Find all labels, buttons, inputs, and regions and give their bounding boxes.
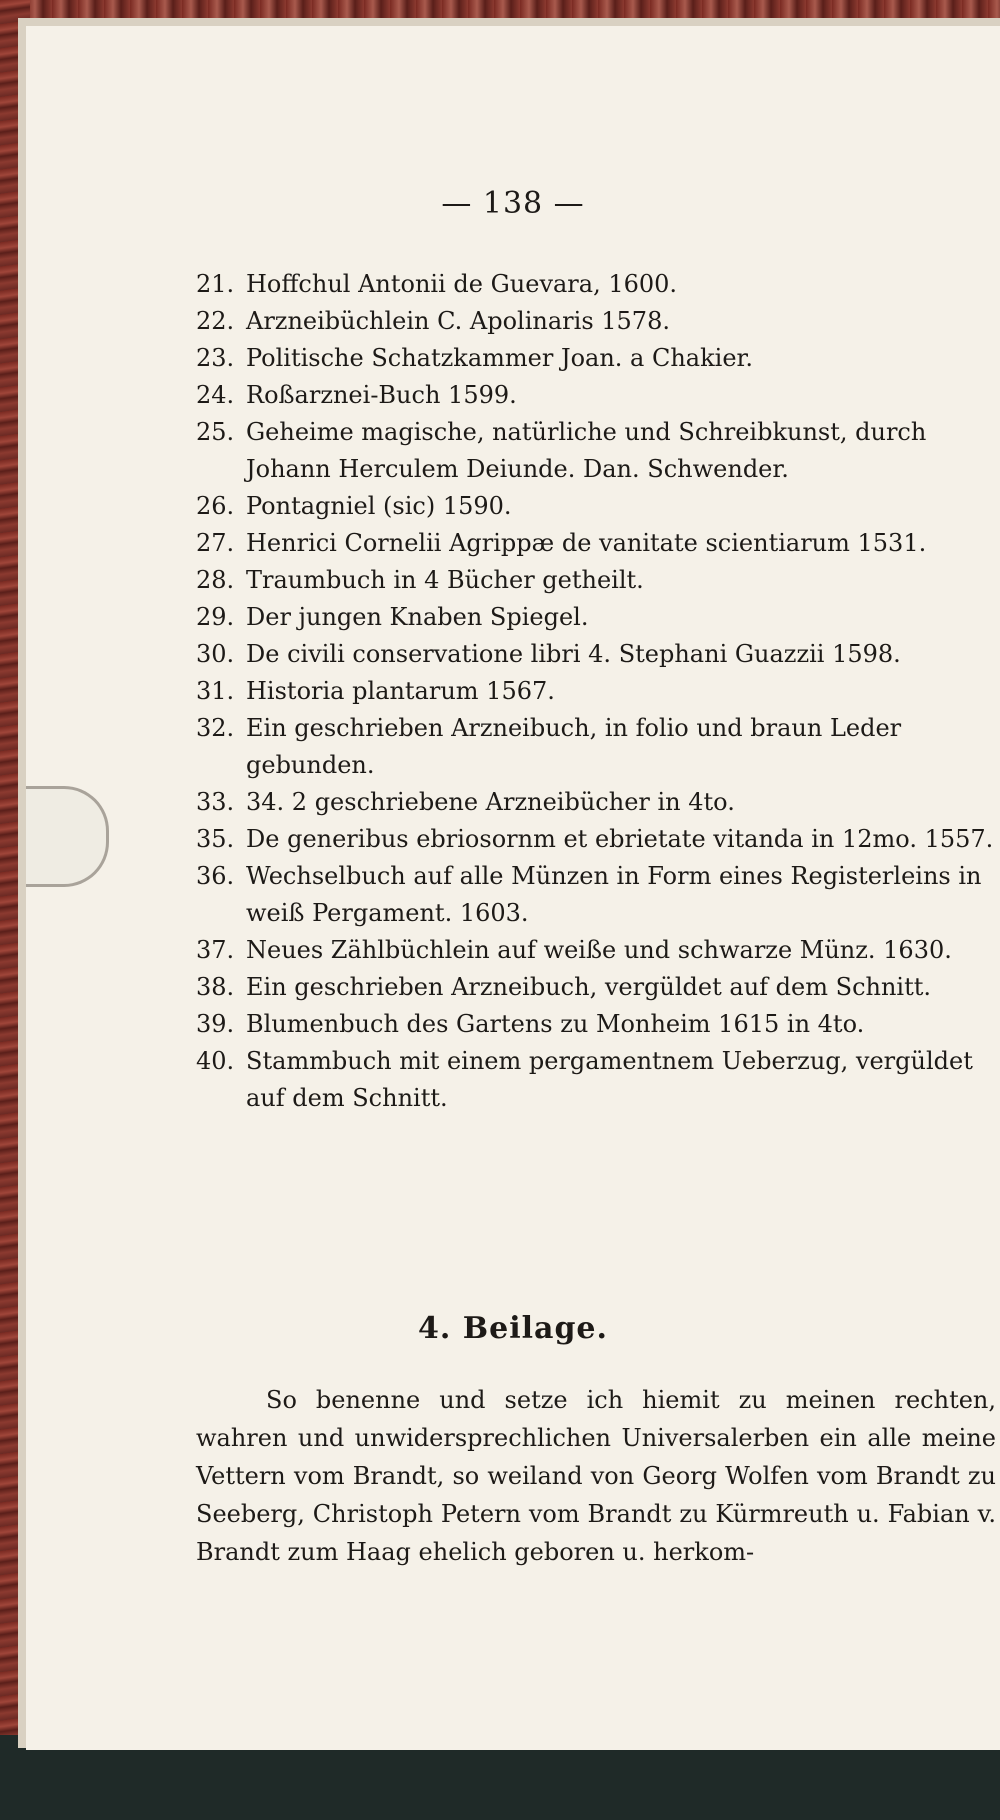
entry-text: Historia plantarum 1567. xyxy=(246,677,555,705)
entry-number: 40. xyxy=(196,1047,235,1075)
bookmark-clip xyxy=(26,786,109,887)
entry-text: Pontagniel (sic) 1590. xyxy=(246,492,512,520)
entry-number: 33. xyxy=(196,788,235,816)
entry-number: 32. xyxy=(196,714,235,742)
list-item xyxy=(196,858,996,932)
list-item xyxy=(196,969,996,1006)
list-item xyxy=(196,303,996,340)
list-item xyxy=(196,784,996,821)
entry-number: 25. xyxy=(196,418,235,446)
entry-text: Ein geschrieben Arzneibuch, vergüldet auf dem Schnitt. xyxy=(246,973,932,1001)
list-item xyxy=(196,340,996,377)
entry-number: 23. xyxy=(196,344,235,372)
entry-text: Politische Schatzkammer Joan. a Chakier. xyxy=(246,344,753,372)
list-item xyxy=(196,1006,996,1043)
entry-number: 22. xyxy=(196,307,235,335)
list-item xyxy=(196,488,996,525)
entry-number: 21. xyxy=(196,270,235,298)
entry-text: Henrici Cornelii Agrippæ de vanitate scientiarum 1531. xyxy=(246,529,927,557)
entry-text: Neues Zählbüchlein auf weiße und schwarze Münz. 1630. xyxy=(246,936,952,964)
page-number: — 138 — xyxy=(441,186,585,221)
entry-number: 29. xyxy=(196,603,235,631)
list-item xyxy=(196,932,996,969)
body-paragraph: So benenne und setze ich hiemit zu meinen rechten, wahren und unwidersprechlichen Universalerben ein alle meine Vettern vom Brandt, so weiland von Georg Wolfen vom Brandt zu Seeberg, Christoph Petern vom Brandt zu Kürmreuth u. Fabian v. Brandt zum Haag ehelich geboren u. herkom- xyxy=(196,1386,996,1566)
section-heading: 4. Beilage. xyxy=(418,1311,608,1346)
entry-text: De generibus ebriosornm et ebrietate vitanda in 12mo. 1557. xyxy=(246,825,994,853)
list-item xyxy=(196,1043,996,1117)
entry-list xyxy=(196,266,996,1117)
entry-text: Traumbuch in 4 Bücher getheilt. xyxy=(246,566,644,594)
entry-text: Der jungen Knaben Spiegel. xyxy=(246,603,589,631)
list-item xyxy=(196,414,996,488)
entry-number: 26. xyxy=(196,492,235,520)
entry-text: Ein geschrieben Arzneibuch, in folio und braun Leder gebunden. xyxy=(246,714,902,779)
entry-text: 34. 2 geschriebene Arzneibücher in 4to. xyxy=(246,788,735,816)
list-item xyxy=(196,599,996,636)
list-item xyxy=(196,673,996,710)
entry-number: 24. xyxy=(196,381,235,409)
entry-text: Blumenbuch des Gartens zu Monheim 1615 in 4to. xyxy=(246,1010,865,1038)
entry-text: Wechselbuch auf alle Münzen in Form eines Registerleins in weiß Pergament. 1603. xyxy=(246,862,982,927)
entry-number: 38. xyxy=(196,973,235,1001)
entry-number: 31. xyxy=(196,677,235,705)
list-item xyxy=(196,710,996,784)
list-item xyxy=(196,562,996,599)
list-item xyxy=(196,636,996,673)
entry-text: Hoffchul Antonii de Guevara, 1600. xyxy=(246,270,678,298)
entry-text: Arzneibüchlein C. Apolinaris 1578. xyxy=(246,307,670,335)
entry-number: 28. xyxy=(196,566,235,594)
entry-number: 39. xyxy=(196,1010,235,1038)
entry-text: De civili conservatione libri 4. Stephani Guazzii 1598. xyxy=(246,640,901,668)
entry-text: Geheime magische, natürliche und Schreibkunst, durch Johann Herculem Deiunde. Dan. Schwender. xyxy=(246,418,927,483)
list-item xyxy=(196,525,996,562)
list-item xyxy=(196,266,996,303)
entry-number: 27. xyxy=(196,529,235,557)
entry-text: Roßarznei-Buch 1599. xyxy=(246,381,517,409)
entry-text: Stammbuch mit einem pergamentnem Ueberzug, vergüldet auf dem Schnitt. xyxy=(246,1047,973,1112)
list-item xyxy=(196,821,996,858)
book-page xyxy=(26,26,1000,1750)
entry-number: 36. xyxy=(196,862,235,890)
entry-number: 35. xyxy=(196,825,235,853)
entry-number: 37. xyxy=(196,936,235,964)
entry-number: 30. xyxy=(196,640,235,668)
list-item xyxy=(196,377,996,414)
